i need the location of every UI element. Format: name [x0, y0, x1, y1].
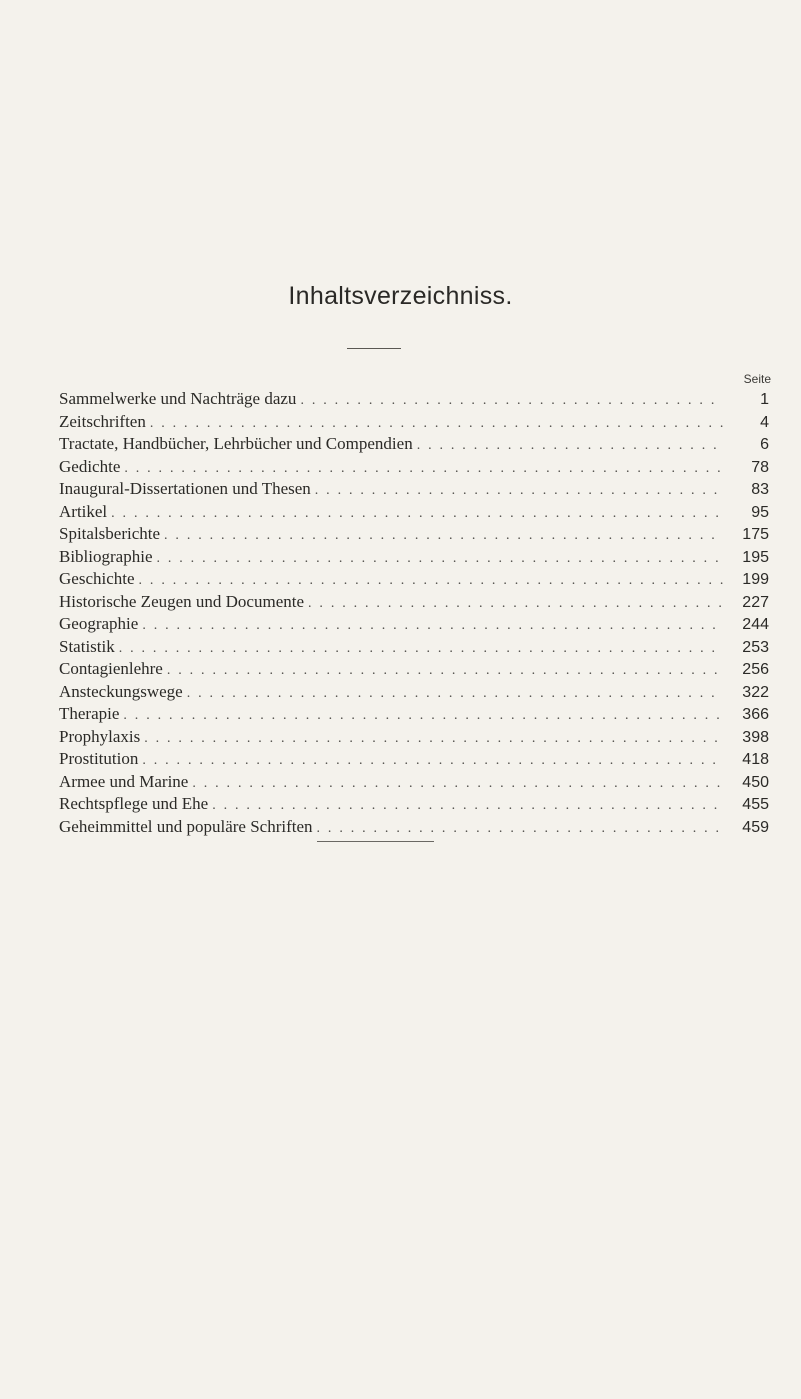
dot-leader [315, 480, 723, 503]
toc-entry-label: Geschichte [59, 569, 135, 588]
toc-entry [59, 748, 769, 771]
toc-entry-page-number: 244 [742, 616, 769, 633]
dot-leader [119, 638, 723, 661]
toc-entry [59, 726, 769, 749]
toc-entry-label: Spitalsberichte [59, 524, 161, 543]
toc-entry-page-number: 322 [742, 683, 769, 701]
toc-entry [59, 703, 769, 726]
title-divider [347, 348, 401, 349]
toc-entry-page-number: 227 [742, 593, 769, 611]
toc-entry-label: Historische Zeugen und Documente [59, 591, 305, 611]
dot-leader [150, 413, 723, 436]
toc-entry-page-number: 450 [742, 773, 769, 791]
toc-entry-label: Prostitution [59, 749, 139, 768]
toc-entry [59, 793, 769, 816]
dot-leader [124, 458, 723, 481]
toc-entry [59, 478, 769, 501]
dot-leader [187, 683, 723, 706]
toc-entry-label: Inaugural-Dissertationen und Thesen [59, 479, 311, 498]
toc-entry [59, 388, 769, 411]
page-title: Inhaltsverzeichniss. [288, 282, 513, 310]
dot-leader [308, 593, 723, 616]
toc-entry-page-number: 83 [751, 481, 769, 498]
toc-entry [59, 568, 769, 591]
toc-entry-label: Ansteckungswege [59, 681, 183, 701]
toc-entry-label: Prophylaxis [59, 726, 141, 746]
toc-entry-page-number: 4 [760, 413, 769, 431]
toc-entry-page-number: 366 [742, 706, 769, 723]
toc-entry-page-number: 398 [742, 728, 769, 746]
toc-entry-label: Contagienlehre [59, 659, 163, 678]
toc-entry-label: Therapie [59, 704, 120, 723]
dot-leader [317, 818, 723, 841]
toc-entry-page-number: 459 [742, 818, 769, 836]
dot-leader [123, 705, 723, 728]
toc-entry-label: Gedichte [59, 456, 121, 476]
toc-entry [59, 546, 769, 569]
toc-entry [59, 433, 769, 456]
page-column-header: Seite [743, 372, 771, 386]
toc-entry-page-number: 175 [742, 526, 769, 543]
toc-entry-page-number: 78 [751, 458, 769, 476]
toc-entry-page-number: 95 [751, 503, 769, 521]
dot-leader [111, 503, 723, 526]
toc-entry-label: Rechtspflege und Ehe [59, 794, 209, 813]
toc-entry-page-number: 6 [760, 436, 769, 453]
toc-entry [59, 771, 769, 794]
toc-entry-label: Geographie [59, 614, 139, 633]
toc-entry [59, 636, 769, 659]
toc-entry [59, 613, 769, 636]
toc-entry-label: Artikel [59, 501, 108, 521]
dot-leader [192, 773, 723, 796]
toc-entry-label: Statistik [59, 636, 115, 656]
toc-entry [59, 523, 769, 546]
toc-entry-page-number: 256 [742, 661, 769, 678]
dot-leader [300, 390, 723, 413]
toc-entry-label: Armee und Marine [59, 771, 189, 791]
dot-leader [212, 795, 723, 818]
bottom-divider [317, 841, 434, 842]
toc-entry [59, 658, 769, 681]
toc-entry-page-number: 199 [742, 571, 769, 588]
toc-entry-label: Geheimmittel und populäre Schriften [59, 816, 313, 836]
dot-leader [139, 570, 723, 593]
dot-leader [164, 525, 723, 548]
toc-entry [59, 501, 769, 524]
toc-entry-label: Bibliographie [59, 546, 153, 566]
toc-entry [59, 411, 769, 434]
dot-leader [142, 615, 723, 638]
dot-leader [142, 750, 723, 773]
dot-leader [156, 548, 723, 571]
toc-entry-page-number: 418 [742, 751, 769, 768]
toc-entry [59, 681, 769, 704]
toc-entry [59, 816, 769, 839]
toc-entry-label: Zeitschriften [59, 411, 146, 431]
dot-leader [417, 435, 723, 458]
table-of-contents [59, 388, 769, 838]
toc-entry-page-number: 195 [742, 548, 769, 566]
dot-leader [167, 660, 723, 683]
toc-entry [59, 591, 769, 614]
toc-entry-label: Tractate, Handbücher, Lehrbücher und Compendien [59, 434, 413, 453]
toc-entry-page-number: 1 [760, 391, 769, 408]
toc-entry-page-number: 253 [742, 638, 769, 656]
dot-leader [144, 728, 723, 751]
toc-entry-page-number: 455 [742, 796, 769, 813]
toc-entry-label: Sammelwerke und Nachträge dazu [59, 389, 297, 408]
toc-entry [59, 456, 769, 479]
